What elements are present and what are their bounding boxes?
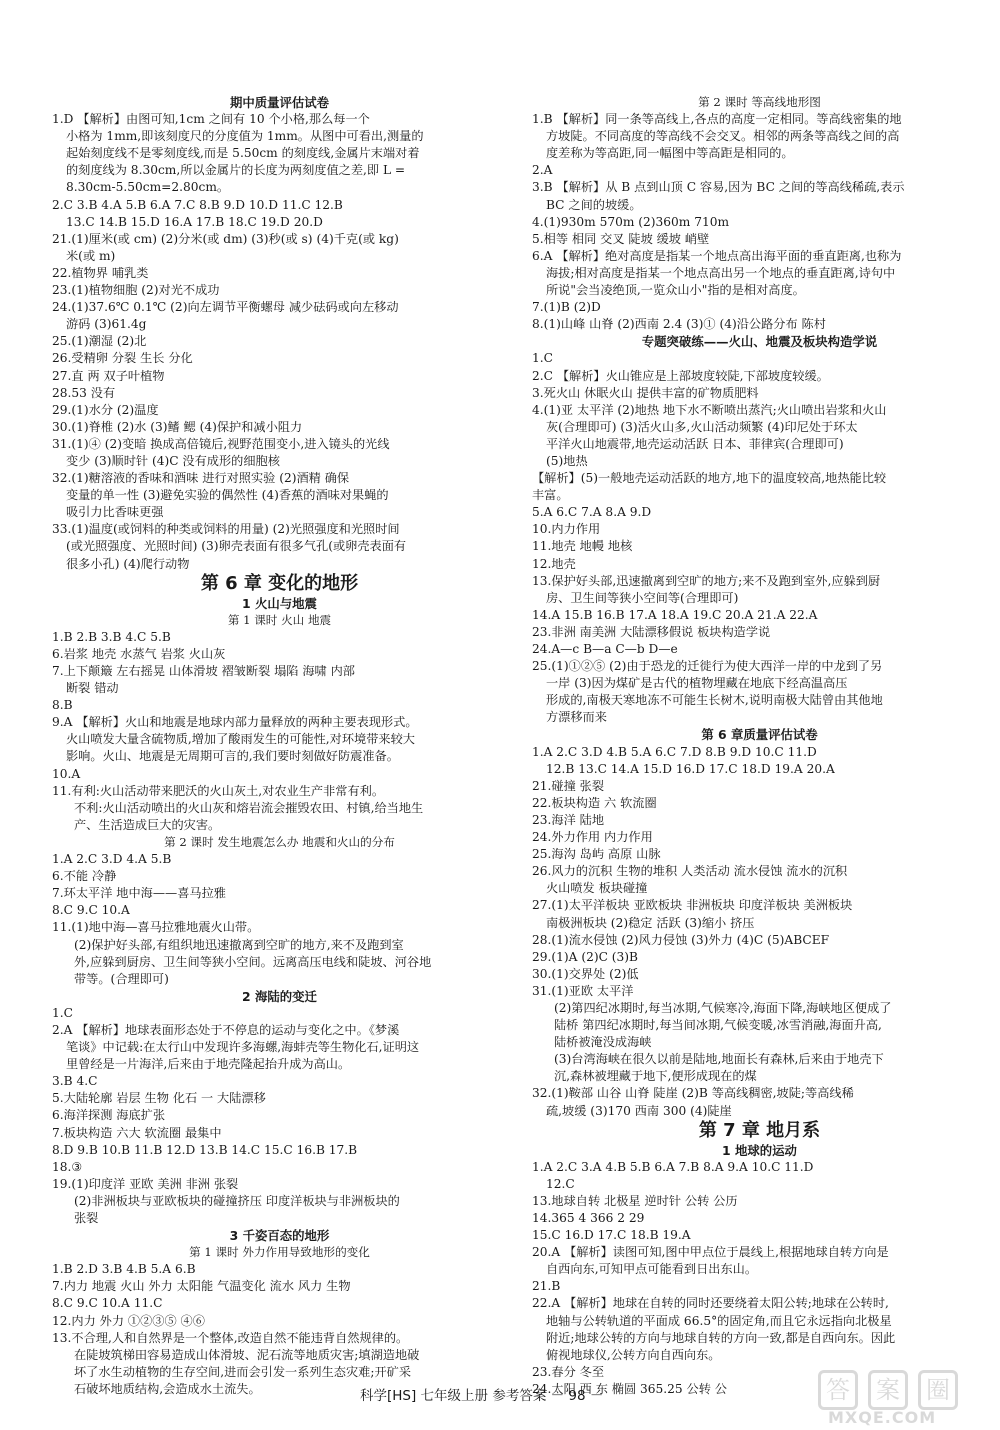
answer-line-continued: 游码 (3)61.4g [66,317,147,332]
answer-line-continued: 不利:火山活动喷出的火山灰和熔岩流会摧毁农田、村镇,给当地生 [74,800,424,815]
answer-line: 8.B [52,698,73,713]
answer-line: 6.岩浆 地壳 水蒸气 岩浆 火山灰 [52,646,226,661]
section-heading: 3 千姿百态的地形 [229,1228,330,1244]
answer-line-continued: 12.B 13.C 14.A 15.D 16.D 17.C 18.D 19.A 20.A [546,761,835,776]
answer-line: 22.植物界 哺乳类 [52,265,149,280]
answer-line: 2.A [532,163,553,178]
answer-line-continued: (2)非洲板块与亚欧板块的碰撞挤压 印度洋板块与非洲板块的 [74,1193,400,1208]
answer-line: 8.C 9.C 10.A [52,903,130,918]
answer-line: 11.(1)地中海—喜马拉雅地震火山带。 [52,920,260,935]
answer-line-continued: 度差称为等高距,同一幅图中等高距是相同的。 [546,146,794,161]
answer-line: 11.有利:火山活动带来肥沃的火山灰土,对农业生产非常有利。 [52,783,385,798]
answer-line-continued: (2)第四纪冰期时,每当冰期,气候寒冷,海面下降,海峡地区便成了 [554,1000,892,1015]
answer-line: 24.外力作用 内力作用 [532,830,653,845]
answer-line-continued: (或光照强度、光照时间) (3)卵壳表面有很多气孔(或卵壳表面有 [66,539,407,554]
right-column [532,94,987,1398]
answer-line: 27.(1)太平洋板块 亚欧板块 非洲板块 印度洋板块 美洲板块 [532,898,853,913]
answer-line: 7.板块构造 六大 软流圈 最集中 [52,1125,222,1140]
answer-line-continued: 灰(合理即可) (3)活火山多,火山活动频繁 (4)印尼处于环太 [546,419,858,434]
page-footer: 科学[HS] 七年级上册 参考答案 － 98 － [360,1388,604,1404]
answer-line: 24.A—c B—a C—b D—e [532,642,678,656]
answer-line: 28.53 没有 [52,385,116,400]
answer-line-continued: 附近;地球公转的方向与地球自转的方向一致,都是自西向东。因此 [546,1330,896,1345]
section-heading: 1 地球的运动 [722,1142,797,1158]
chapter-title: 第 6 章 变化的地形 [200,572,359,594]
answer-line: 5.相等 相同 交叉 陡坡 缓坡 峭壁 [532,231,710,246]
answer-line: 7.(1)B (2)D [532,300,601,315]
answer-line-continued: 米(或 m) [66,248,116,263]
answer-line: 6.海洋探测 海底扩张 [52,1108,166,1123]
answer-line-continued: (3)台湾海峡在很久以前是陆地,地面长有森林,后来由于地壳下 [554,1052,884,1067]
answer-line: 30.(1)脊椎 (2)水 (3)鳍 鳃 (4)保护和减小阻力 [52,419,303,434]
answer-line-continued: 石破坏地质结构,会造成水土流失。 [74,1381,261,1396]
answer-line: 13.地球自转 北极星 逆时针 公转 公历 [532,1193,738,1208]
answer-line: 6.不能 冷静 [52,869,117,884]
section-heading: 期中质量评估试卷 [229,95,330,110]
answer-line: 1.C [52,1005,73,1020]
answer-line: 1.B 2.D 3.B 4.B 5.A 6.B [52,1262,196,1277]
answer-line: 1.B 【解析】同一条等高线上,各点的高度一定相同。等高线密集的地 [532,112,902,127]
answer-line: 26.风力的沉积 生物的堆积 人类活动 流水侵蚀 流水的沉积 [532,864,848,879]
answer-line: 22.A 【解析】地球在自转的同时还要绕着太阳公转;地球在公转时, [532,1296,889,1311]
answer-line-continued: 一岸 (3)因为煤矿是古代的植物埋藏在地底下经高温高压 [546,676,848,691]
answer-line: 8.D 9.B 10.B 11.B 12.D 13.B 14.C 15.C 16.B 17.B [52,1142,358,1157]
answer-line: 21.(1)厘米(或 cm) (2)分米(或 dm) (3)秒(或 s) (4)千克(或 kg) [52,231,399,246]
answer-line: 13.保护好头部,迅速撤离到空旷的地方;来不及跑到室外,应躲到厨 [532,573,881,588]
answer-line-continued: 南极洲板块 (2)稳定 活跃 (3)缩小 挤压 [546,915,755,930]
answer-line-continued: 火山喷发 板块碰撞 [546,881,648,896]
answer-line: 1.D 【解析】由图可知,1cm 之间有 10 个小格,那么每一个 [52,112,370,127]
answer-line: 4.(1)亚 太平洋 (2)地热 地下水不断喷出蒸汽;火山喷出岩浆和火山 [532,402,887,417]
answer-line: 15.C 16.D 17.C 18.B 19.A [532,1228,691,1243]
answer-line: 7.内力 地震 火山 外力 太阳能 气温变化 流水 风力 生物 [52,1279,351,1294]
answer-line: 18.③ [52,1159,83,1174]
section-heading: 1 火山与地震 [242,595,317,611]
answer-line: 1.B 2.B 3.B 4.C 5.B [52,629,171,644]
answer-line: 8.C 9.C 10.A 11.C [52,1296,163,1311]
section-heading: 专题突破练——火山、地震及板块构造学说 [641,334,878,350]
answer-line-continued: 吸引力比香味更强 [66,505,164,520]
answer-line: 丰富。 [532,488,569,503]
answer-line: 14.A 15.B 16.B 17.A 18.A 19.C 20.A 21.A 22.A [532,607,818,622]
answer-line: 23.海洋 陆地 [532,812,605,827]
answer-line: 7.环太平洋 地中海——喜马拉雅 [52,886,226,901]
answer-line: 33.(1)温度(或饲料的种类或饲料的用量) (2)光照强度和光照时间 [52,522,400,537]
answer-line: 7.上下颠簸 左右摇晃 山体滑坡 褶皱断裂 塌陷 海啸 内部 [52,664,355,678]
answer-line-continued: 12.C [546,1176,575,1191]
answer-line-continued: 陆桥 第四纪冰期时,每当间冰期,气候变暖,冰雪消融,海面升高, [554,1018,882,1033]
answer-line: 1.C [532,351,553,366]
answer-line: 20.A 【解析】读图可知,图中甲点位于晨线上,根据地球自转方向是 [532,1245,889,1260]
answer-line: 29.(1)A (2)C (3)B [532,949,639,964]
answer-line-continued: 的刻度线为 8.30cm,所以金属片的长度为两刻度值之差,即 L = [66,163,406,178]
answer-line-continued: 张裂 [74,1211,99,1225]
answer-line: 21.B [532,1279,561,1294]
answer-line-continued: 平洋火山地震带,地壳运动活跃 日本、菲律宾(合理即可) [546,436,844,451]
watermark-url: MXQE.COM [828,1408,937,1427]
answer-line-continued: 变少 (3)顺时针 (4)C 没有成形的细胞核 [66,453,280,468]
answer-line-continued: 俯视地球仪,公转方向自西向东。 [546,1347,721,1362]
answer-line: 3.B 4.C [52,1074,98,1089]
answer-line: 24.太阳 西 东 椭圆 365.25 公转 公 [532,1381,727,1396]
answer-line-continued: (2)保护好头部,有组织地迅速撤离到空旷的地方,来不及跑到室 [74,937,404,952]
answer-line: 5.A 6.C 7.A 8.A 9.D [532,505,652,520]
answer-line: 28.(1)流水侵蚀 (2)风力侵蚀 (3)外力 (4)C (5)ABCEF [532,932,830,947]
answer-line: 1.A 2.C 3.D 4.A 5.B [52,852,172,867]
answer-line-continued: 小格为 1mm,即该刻度尺的分度值为 1mm。从图中可看出,测量的 [66,129,424,144]
watermark-char: 案 [876,1376,900,1404]
answer-line-continued: 笔谈》中记载:在太行山中发现许多海螺,海蚌壳等生物化石,证明这 [66,1040,420,1055]
answer-line-continued: 火山喷发大量含硫物质,增加了酸雨发生的可能性,对环境带来较大 [66,732,415,747]
answer-line-continued: 陆桥被淹没成海峡 [554,1035,652,1050]
answer-line-continued: 方漂移而来 [546,710,607,725]
answer-line: 10.内力作用 [532,522,601,537]
lesson-heading: 第 1 课时 外力作用导致地形的变化 [189,1245,370,1260]
answer-line: 22.板块构造 六 软流圈 [532,795,657,810]
answer-line: 25.(1)①②⑤ (2)由于恐龙的迁徙行为使大西洋一岸的中龙到了另 [532,659,883,674]
answer-line: 23.春分 冬至 [532,1364,605,1379]
answer-line: 23.非洲 南美洲 大陆漂移假说 板块构造学说 [532,624,771,639]
answer-line-continued: 影响。火山、地震是无周期可言的,我们要时刻做好防震准备。 [66,749,399,764]
answer-line: 14.365 4 366 2 29 [532,1211,645,1225]
answer-line: 13.不合理,人和自然界是一个整体,改造自然不能违背自然规律的。 [52,1330,409,1345]
answer-line-continued: 产、生活造成巨大的灾害。 [74,817,221,832]
answer-line-continued: 形成的,南极天寒地冻不可能生长树木,说明南极大陆曾由其他地 [546,693,883,708]
answer-line: 30.(1)交界处 (2)低 [532,966,639,981]
chapter-title: 第 7 章 地月系 [698,1119,821,1141]
watermark-char: 圈 [926,1376,950,1404]
answer-line-continued: 自西向东,可知甲点可能看到日出东山。 [546,1262,758,1277]
lesson-heading: 第 2 课时 等高线地形图 [698,95,821,109]
answer-line: 8.(1)山峰 山脊 (2)西南 2.4 (3)① (4)沿公路分布 陈村 [532,317,826,332]
answer-line: 19.(1)印度洋 亚欧 美洲 非洲 张裂 [52,1176,239,1191]
answer-line: 【解析】(5)一般地壳运动活跃的地方,地下的温度较高,地热能比较 [532,471,887,486]
answer-line: 3.B 【解析】从 B 点到山顶 C 容易,因为 BC 之间的等高线稀疏,表示 [532,180,905,195]
answer-line-continued: 地轴与公转轨道的平面成 66.5°的固定角,而且它永远指向北极星 [546,1313,892,1328]
answer-line: 31.(1)亚欧 太平洋 [532,983,634,998]
answer-line: 1.A 2.C 3.A 4.B 5.B 6.A 7.B 8.A 9.A 10.C 11.D [532,1159,814,1174]
section-heading: 2 海陆的变迁 [242,988,317,1004]
answer-line: 32.(1)糖溶液的香味和酒味 进行对照实验 (2)酒精 确保 [52,471,350,486]
answer-line: 25.(1)潮湿 (2)北 [52,334,147,349]
answer-line: 32.(1)鞍部 山谷 山脊 陡崖 (2)B 等高线稠密,坡陡;等高线稀 [532,1086,854,1101]
answer-line: 26.受精卵 分裂 生长 分化 [52,351,193,366]
lesson-heading: 第 2 课时 发生地震怎么办 地震和火山的分布 [164,834,395,849]
answer-line: 27.直 两 双子叶植物 [52,368,165,383]
answer-line-continued: 房、卫生间等狭小空间等(合理即可) [546,590,739,605]
watermark-logo [810,1370,980,1428]
answer-line-continued: 在陡坡筑梯田容易造成山体滑坡、泥石流等地质灾害;填湖造地破 [74,1347,420,1362]
answer-line: 23.(1)植物细胞 (2)对光不成功 [52,283,220,298]
answer-line-continued: 沉,森林被埋藏于地下,便形成现在的煤 [554,1069,757,1084]
answer-line: 3.死火山 休眠火山 提供丰富的矿物质肥料 [532,385,759,400]
answer-line: 4.(1)930m 570m (2)360m 710m [532,214,730,229]
answer-line-continued: BC 之间的坡缓。 [546,197,642,212]
answer-line-continued: 所说"会当凌绝顶,一览众山小"指的是相对高度。 [546,283,805,298]
answer-line-continued: 坏了水生动植物的生存空间,进而会引发一系列生态灾难;开矿采 [74,1364,412,1379]
watermark-char: 答 [826,1376,850,1404]
answer-line-continued: 起始刻度线不是零刻度线,而是 5.50cm 的刻度线,金属片末端对着 [66,146,420,161]
watermark-char-box [918,1370,958,1410]
answer-line-continued: 13.C 14.B 15.D 16.A 17.B 18.C 19.D 20.D [66,214,323,229]
answer-line: 2.C 3.B 4.A 5.B 6.A 7.C 8.B 9.D 10.D 11.C 12.B [52,197,343,212]
lesson-heading: 第 1 课时 火山 地震 [227,612,332,627]
answer-line-continued: 外,应躲到厨房、卫生间等狭小空间。远离高压电线和陡坡、河谷地 [74,954,432,969]
answer-line-continued: 变量的单一性 (3)避免实验的偶然性 (4)香蕉的酒味对果蝇的 [66,488,389,503]
watermark-char-box [818,1370,858,1410]
answer-line: 31.(1)④ (2)变暗 换成高倍镜后,视野范围变小,进入镜头的光线 [52,436,390,451]
answer-line: 2.C 【解析】火山锥应是上部坡度较陡,下部坡度较缓。 [532,368,829,383]
answer-line-continued: 带等。(合理即可) [74,971,169,986]
answer-line: 12.地壳 [532,556,576,571]
answer-line: 24.(1)37.6℃ 0.1℃ (2)向左调节平衡螺母 减少砝码或向左移动 [52,300,399,315]
answer-line-continued: 里曾经是一片海洋,后来由于地壳隆起抬升成为高山。 [66,1057,351,1072]
watermark-char-box [868,1370,908,1410]
answer-line: 9.A 【解析】火山和地震是地球内部力量释放的两种主要表现形式。 [52,715,418,730]
answer-line: 12.内力 外力 ①②③⑤ ④⑥ [52,1313,205,1328]
answer-line: 1.A 2.C 3.D 4.B 5.A 6.C 7.D 8.B 9.D 10.C 11.D [532,744,817,759]
answer-line: 5.大陆轮廓 岩层 生物 化石 一 大陆漂移 [52,1091,266,1106]
answer-line: 25.海沟 岛屿 高原 山脉 [532,847,661,862]
answer-line: 11.地壳 地幔 地核 [532,539,633,554]
answer-line-continued: 断裂 错动 [66,681,119,696]
answer-line-continued: 疏,坡缓 (3)170 西南 300 (4)陡崖 [546,1103,732,1118]
answer-line-continued: 海拔;相对高度是指某一个地点高出另一个地点的垂直距离,诗句中 [546,265,896,280]
answer-line: 2.A 【解析】地球表面形态处于不停息的运动与变化之中。《梦溪 [52,1022,400,1037]
answer-line: 29.(1)水分 (2)温度 [52,402,159,417]
section-heading: 第 6 章质量评估试卷 [701,727,818,743]
answer-line: 6.A 【解析】绝对高度是指某一个地点高出海平面的垂直距离,也称为 [532,248,902,263]
answer-line-continued: 方坡陡。不同高度的等高线不会交叉。相邻的两条等高线之间的高 [546,129,900,144]
answer-line-continued: 很多小孔) (4)爬行动物 [66,556,190,571]
answer-line: 10.A [52,766,81,781]
answer-line: 21.碰撞 张裂 [532,778,605,793]
answer-line-continued: (5)地热 [546,453,588,468]
answer-line-continued: 8.30cm-5.50cm=2.80cm。 [66,180,230,195]
left-column [52,94,507,1398]
